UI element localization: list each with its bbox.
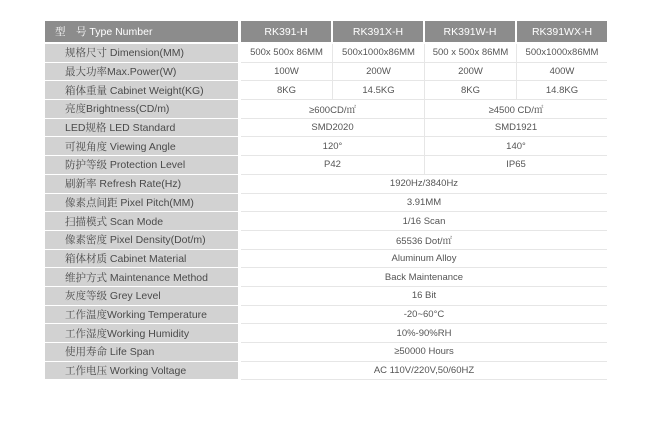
spec-value: 400W: [517, 63, 607, 82]
spec-row: [45, 119, 607, 138]
spec-value: 500 x 500x 86MM: [425, 44, 517, 63]
spec-value: 500x1000x86MM: [517, 44, 607, 63]
spec-label: 箱体重量 Cabinet Weight(KG): [45, 81, 241, 100]
spec-row: [45, 156, 607, 175]
spec-row: [45, 287, 607, 306]
spec-value: IP65: [425, 156, 607, 175]
spec-label: 最大功率Max.Power(W): [45, 63, 241, 82]
spec-table: [45, 21, 607, 380]
spec-value: Back Maintenance: [241, 268, 607, 287]
spec-value: 120°: [241, 137, 425, 156]
spec-value: P42: [241, 156, 425, 175]
spec-row: [45, 362, 607, 381]
spec-row: [45, 63, 607, 82]
spec-label: 像素密度 Pixel Density(Dot/m): [45, 231, 241, 250]
spec-value: 200W: [333, 63, 425, 82]
spec-row: [45, 324, 607, 343]
spec-label: 维护方式 Maintenance Method: [45, 268, 241, 287]
spec-value: Aluminum Alloy: [241, 250, 607, 269]
spec-row: [45, 306, 607, 325]
model-header-rk391-h: RK391-H: [241, 21, 333, 44]
spec-label: 工作电压 Working Voltage: [45, 362, 241, 381]
spec-row: [45, 212, 607, 231]
spec-value: 8KG: [241, 81, 333, 100]
spec-value: 10%-90%RH: [241, 324, 607, 343]
spec-label: 工作湿度Working Humidity: [45, 324, 241, 343]
spec-label: 可视角度 Viewing Angle: [45, 137, 241, 156]
spec-value: 14.5KG: [333, 81, 425, 100]
spec-row: [45, 137, 607, 156]
spec-value: 500x 500x 86MM: [241, 44, 333, 63]
spec-row: [45, 44, 607, 63]
spec-label: LED规格 LED Standard: [45, 119, 241, 138]
spec-label: 刷新率 Refresh Rate(Hz): [45, 175, 241, 194]
spec-value: SMD1921: [425, 119, 607, 138]
spec-value: 3.91MM: [241, 194, 607, 213]
spec-value: SMD2020: [241, 119, 425, 138]
spec-value: ≥50000 Hours: [241, 343, 607, 362]
spec-label: 使用寿命 Life Span: [45, 343, 241, 362]
spec-label: 规格尺寸 Dimension(MM): [45, 44, 241, 63]
spec-value: 500x1000x86MM: [333, 44, 425, 63]
spec-label: 箱体材质 Cabinet Material: [45, 250, 241, 269]
spec-value: 14.8KG: [517, 81, 607, 100]
spec-row: [45, 100, 607, 119]
spec-value: 100W: [241, 63, 333, 82]
spec-value: 65536 Dot/㎡: [241, 231, 607, 250]
spec-row: [45, 250, 607, 269]
spec-label: 灰度等级 Grey Level: [45, 287, 241, 306]
spec-value: 1920Hz/3840Hz: [241, 175, 607, 194]
spec-label: 亮度Brightness(CD/m): [45, 100, 241, 119]
spec-row: [45, 175, 607, 194]
spec-label: 扫描模式 Scan Mode: [45, 212, 241, 231]
model-header-rk391w-h: RK391W-H: [425, 21, 517, 44]
model-header-rk391x-h: RK391X-H: [333, 21, 425, 44]
spec-label: 像素点间距 Pixel Pitch(MM): [45, 194, 241, 213]
spec-value: ≥600CD/㎡: [241, 100, 425, 119]
spec-value: AC 110V/220V,50/60HZ: [241, 362, 607, 381]
spec-label: 防护等级 Protection Level: [45, 156, 241, 175]
spec-row: [45, 268, 607, 287]
spec-value: -20~60°C: [241, 306, 607, 325]
spec-value: 8KG: [425, 81, 517, 100]
spec-row: [45, 194, 607, 213]
spec-label: 工作温度Working Temperature: [45, 306, 241, 325]
type-number-header: 型 号 Type Number: [45, 21, 241, 44]
model-header-rk391wx-h: RK391WX-H: [517, 21, 607, 44]
spec-table-body: [45, 44, 607, 380]
spec-value: 200W: [425, 63, 517, 82]
spec-row: [45, 343, 607, 362]
spec-value: ≥4500 CD/㎡: [425, 100, 607, 119]
header-row: [45, 21, 607, 44]
spec-value: 140°: [425, 137, 607, 156]
spec-value: 1/16 Scan: [241, 212, 607, 231]
spec-value: 16 Bit: [241, 287, 607, 306]
spec-row: [45, 231, 607, 250]
spec-table-header: [45, 21, 607, 44]
spec-row: [45, 81, 607, 100]
